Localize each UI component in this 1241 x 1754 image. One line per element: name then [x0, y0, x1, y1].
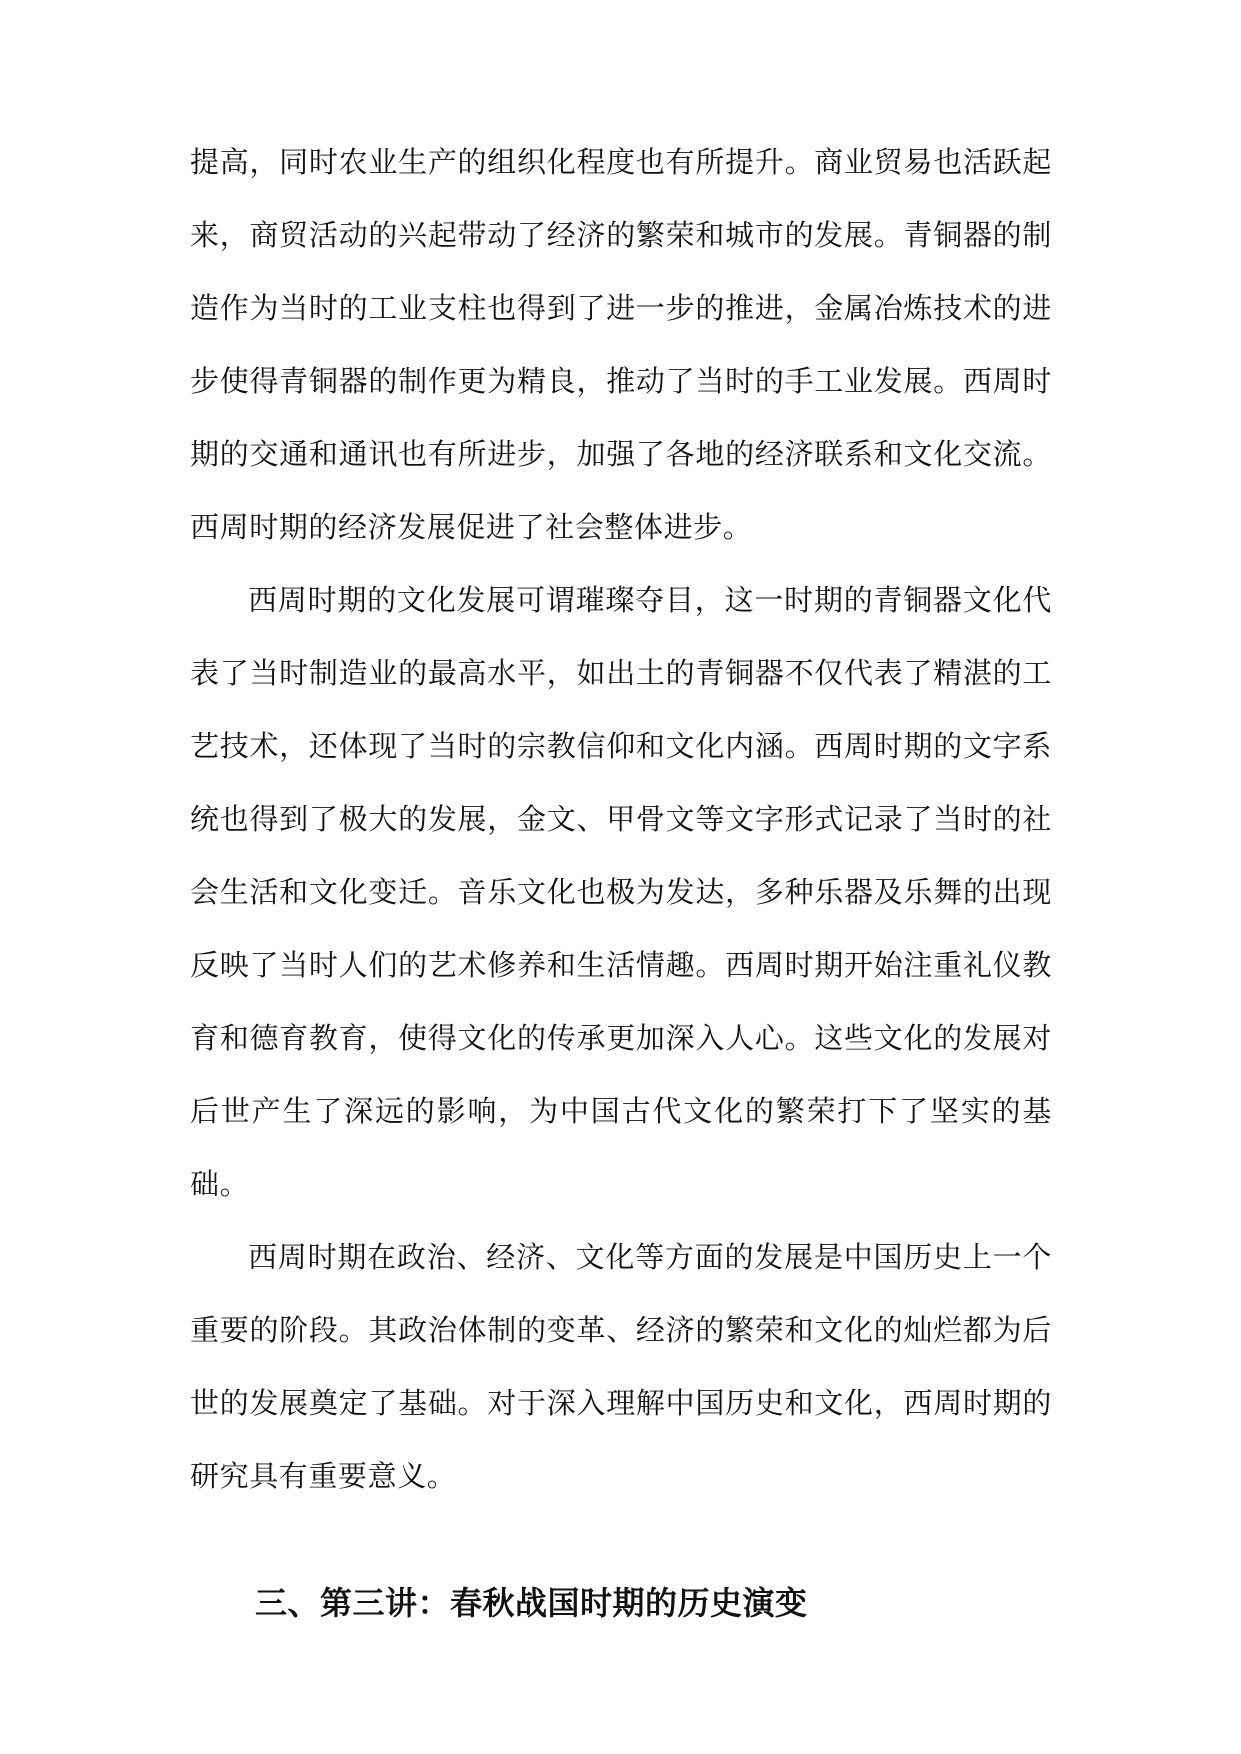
paragraph-summary: 西周时期在政治、经济、文化等方面的发展是中国历史上一个重要的阶段。其政治体制的变革、经济的繁荣和文化的灿烂都为后世的发展奠定了基础。对于深入理解中国历史和文化，西周时期的研究具有重要意义。	[190, 1240, 1052, 1493]
body-text	[190, 126, 1052, 1513]
paragraph-culture: 西周时期的文化发展可谓璀璨夺目，这一时期的青铜器文化代表了当时制造业的最高水平，如出土的青铜器不仅代表了精湛的工艺技术，还体现了当时的宗教信仰和文化内涵。西周时期的文字系统也得到了极大的发展，金文、甲骨文等文字形式记录了当时的社会生活和文化变迁。音乐文化也极为发达，多种乐器及乐舞的出现反映了当时人们的艺术修养和生活情趣。西周时期开始注重礼仪教育和德育教育，使得文化的传承更加深入人心。这些文化的发展对后世产生了深远的影响，为中国古代文化的繁荣打下了坚实的基础。	[190, 583, 1052, 1201]
paragraph-economy-continued: 提高，同时农业生产的组织化程度也有所提升。商业贸易也活跃起来，商贸活动的兴起带动了经济的繁荣和城市的发展。青铜器的制造作为当时的工业支柱也得到了进一步的推进，金属冶炼技术的进步使得青铜器的制作更为精良，推动了当时的手工业发展。西周时期的交通和通讯也有所进步，加强了各地的经济联系和文化交流。西周时期的经济发展促进了社会整体进步。	[190, 145, 1052, 544]
section-heading: 三、第三讲：春秋战国时期的历史演变	[255, 1584, 808, 1622]
